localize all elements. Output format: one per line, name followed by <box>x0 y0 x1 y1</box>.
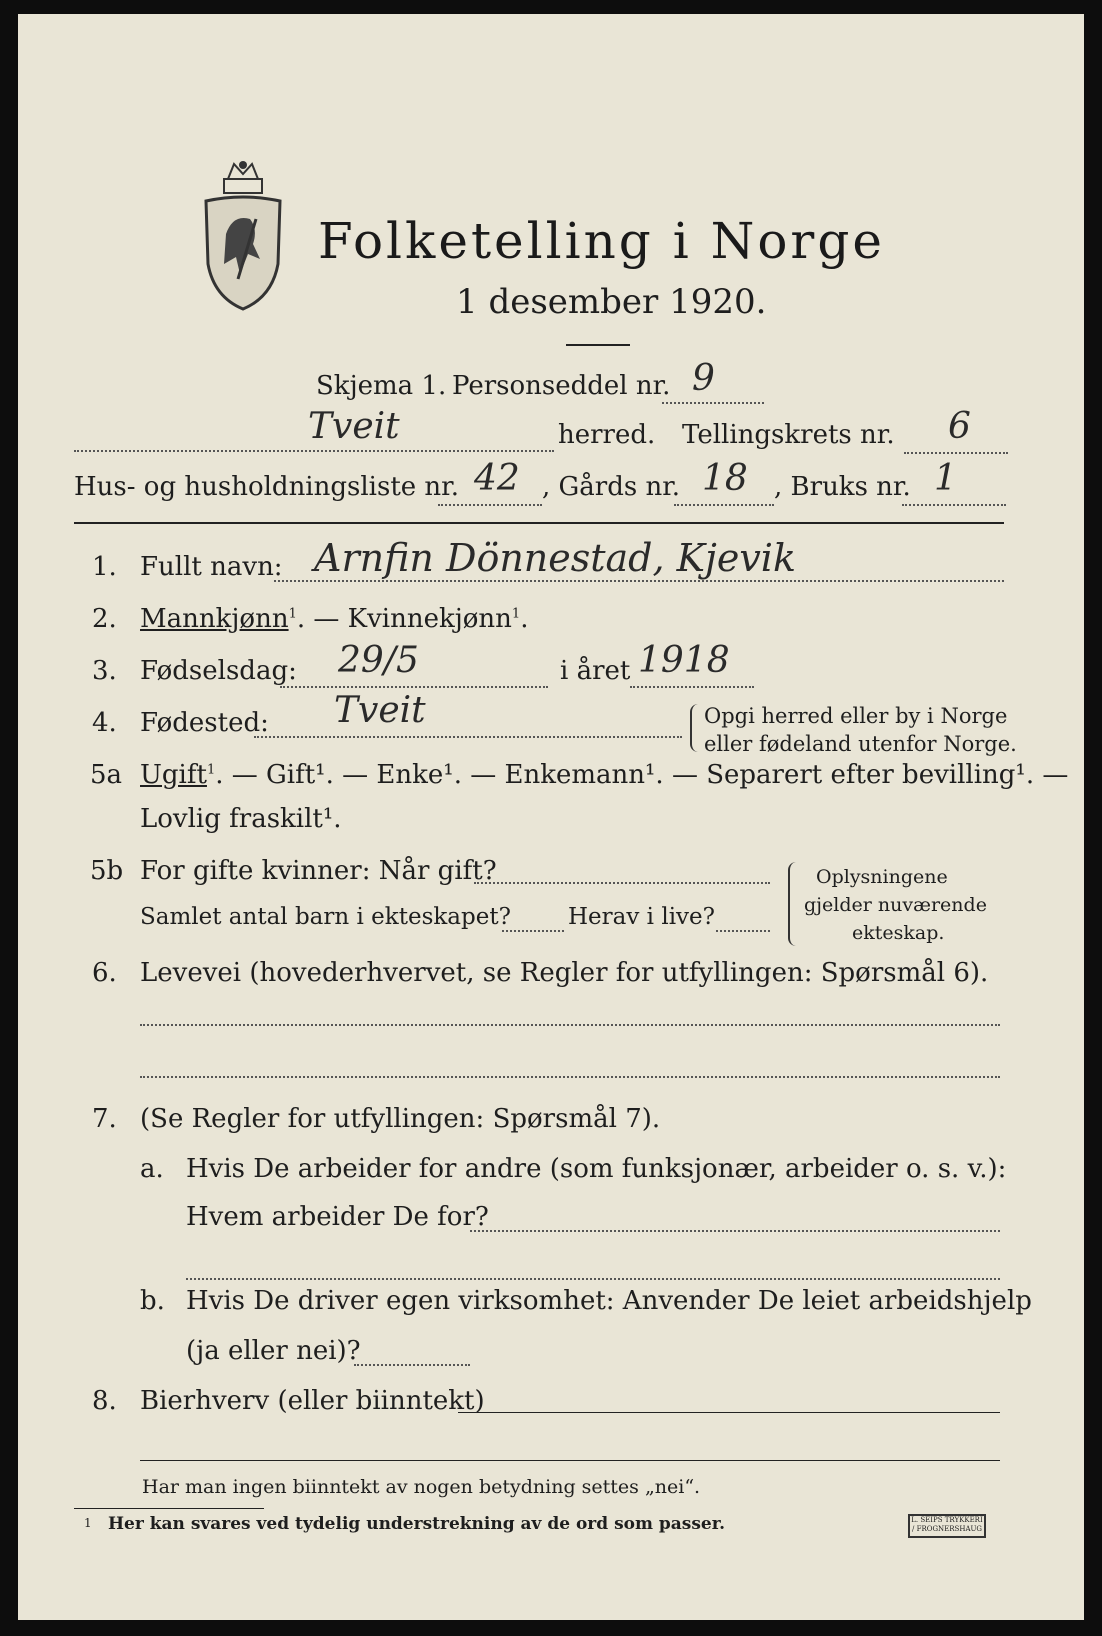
footnote-mark: 1 <box>84 1516 92 1530</box>
printer-stamp: L. SEIPS TRYKKERI / FROGNERSHAUG <box>908 1514 986 1538</box>
q1-label: Fullt navn: <box>140 552 283 582</box>
herred-value: Tveit <box>308 406 400 447</box>
q2-gender-options: Mannkjønn$^1$. — Kvinnekjønn$^1$. <box>140 604 529 634</box>
tellingskrets-label: Tellingskrets nr. <box>682 420 895 450</box>
q6-label: Levevei (hovederhvervet, se Regler for utfyllingen: Spørsmål 6). <box>140 958 989 988</box>
q7a-letter: a. <box>140 1154 164 1184</box>
personseddel-value: 9 <box>692 358 715 399</box>
q5b-note-2: gjelder nuværende <box>804 894 987 916</box>
q7-number: 7. <box>92 1104 117 1134</box>
header-separator <box>74 522 1004 524</box>
q6-number: 6. <box>92 958 117 988</box>
birthdate-value: 29/5 <box>338 640 419 681</box>
herred-label: herred. <box>558 420 656 450</box>
q7b-line-1: Hvis De driver egen virksomhet: Anvender De leiet arbeidshjelp <box>186 1286 1032 1316</box>
q1-number: 1. <box>92 552 117 582</box>
tellingskrets-value: 6 <box>948 406 971 447</box>
q7b-letter: b. <box>140 1286 165 1316</box>
q8-number: 8. <box>92 1386 117 1416</box>
census-date: 1 desember 1920. <box>456 282 767 322</box>
q4-label: Fødested: <box>140 708 269 738</box>
full-name-value: Arnfin Dönnestad, Kjevik <box>314 536 796 580</box>
husliste-label: Hus- og husholdningsliste nr. <box>74 472 460 502</box>
q5a-number: 5a <box>90 760 123 790</box>
q4-note-2: eller fødeland utenfor Norge. <box>704 732 1017 756</box>
birthplace-value: Tveit <box>334 690 426 731</box>
bruks-value: 1 <box>934 458 957 499</box>
q5b-line-2: Samlet antal barn i ekteskapet? <box>140 904 511 930</box>
gards-label: , Gårds nr. <box>542 472 681 502</box>
mannkjonn-option: Mannkjønn <box>140 604 289 634</box>
q8-label: Bierhverv (eller biinntekt) <box>140 1386 485 1416</box>
footnote-text: Her kan svares ved tydelig understrekning av de ord som passer. <box>108 1514 726 1534</box>
ugift-option: Ugift <box>140 760 207 790</box>
husliste-value: 42 <box>474 458 520 499</box>
q2-number: 2. <box>92 604 117 634</box>
q5a-marital-options: Ugift$^1$. — Gift¹. — Enke¹. — Enkemann¹. — Separert efter bevilling¹. — <box>140 760 1069 790</box>
skjema-label: Skjema 1. <box>316 371 447 401</box>
q5a-line-2: Lovlig fraskilt¹. <box>140 804 342 834</box>
census-form-page <box>18 14 1084 1620</box>
q4-number: 4. <box>92 708 117 738</box>
q7-label: (Se Regler for utfyllingen: Spørsmål 7). <box>140 1104 661 1134</box>
gards-value: 18 <box>702 458 748 499</box>
q7b-line-2: (ja eller nei)? <box>186 1336 361 1366</box>
q5b-note-3: ekteskap. <box>852 922 945 944</box>
q3-year-label: i året <box>560 656 631 686</box>
q5b-number: 5b <box>90 856 124 886</box>
biinntekt-note: Har man ingen biinntekt av nogen betydning settes „nei“. <box>142 1476 701 1498</box>
q3-number: 3. <box>92 656 117 686</box>
title-divider <box>566 344 630 346</box>
q5b-herav: Herav i live? <box>568 904 715 930</box>
q7a-line-1: Hvis De arbeider for andre (som funksjonær, arbeider o. s. v.): <box>186 1154 1007 1184</box>
q5b-note-1: Oplysningene <box>816 866 948 888</box>
q7a-line-2: Hvem arbeider De for? <box>186 1202 489 1232</box>
q3-label: Fødselsdag: <box>140 656 297 686</box>
bruks-label: , Bruks nr. <box>774 472 911 502</box>
q4-note-1: Opgi herred eller by i Norge <box>704 704 1008 728</box>
birthyear-value: 1918 <box>638 640 730 681</box>
kvinnekjonn-option: Kvinnekjønn <box>347 604 512 634</box>
form-title: Folketelling i Norge <box>318 212 885 270</box>
norwegian-coat-of-arms-icon <box>198 159 288 319</box>
q5b-line-1: For gifte kvinner: Når gift? <box>140 856 497 886</box>
personseddel-label: Personseddel nr. <box>452 371 671 401</box>
